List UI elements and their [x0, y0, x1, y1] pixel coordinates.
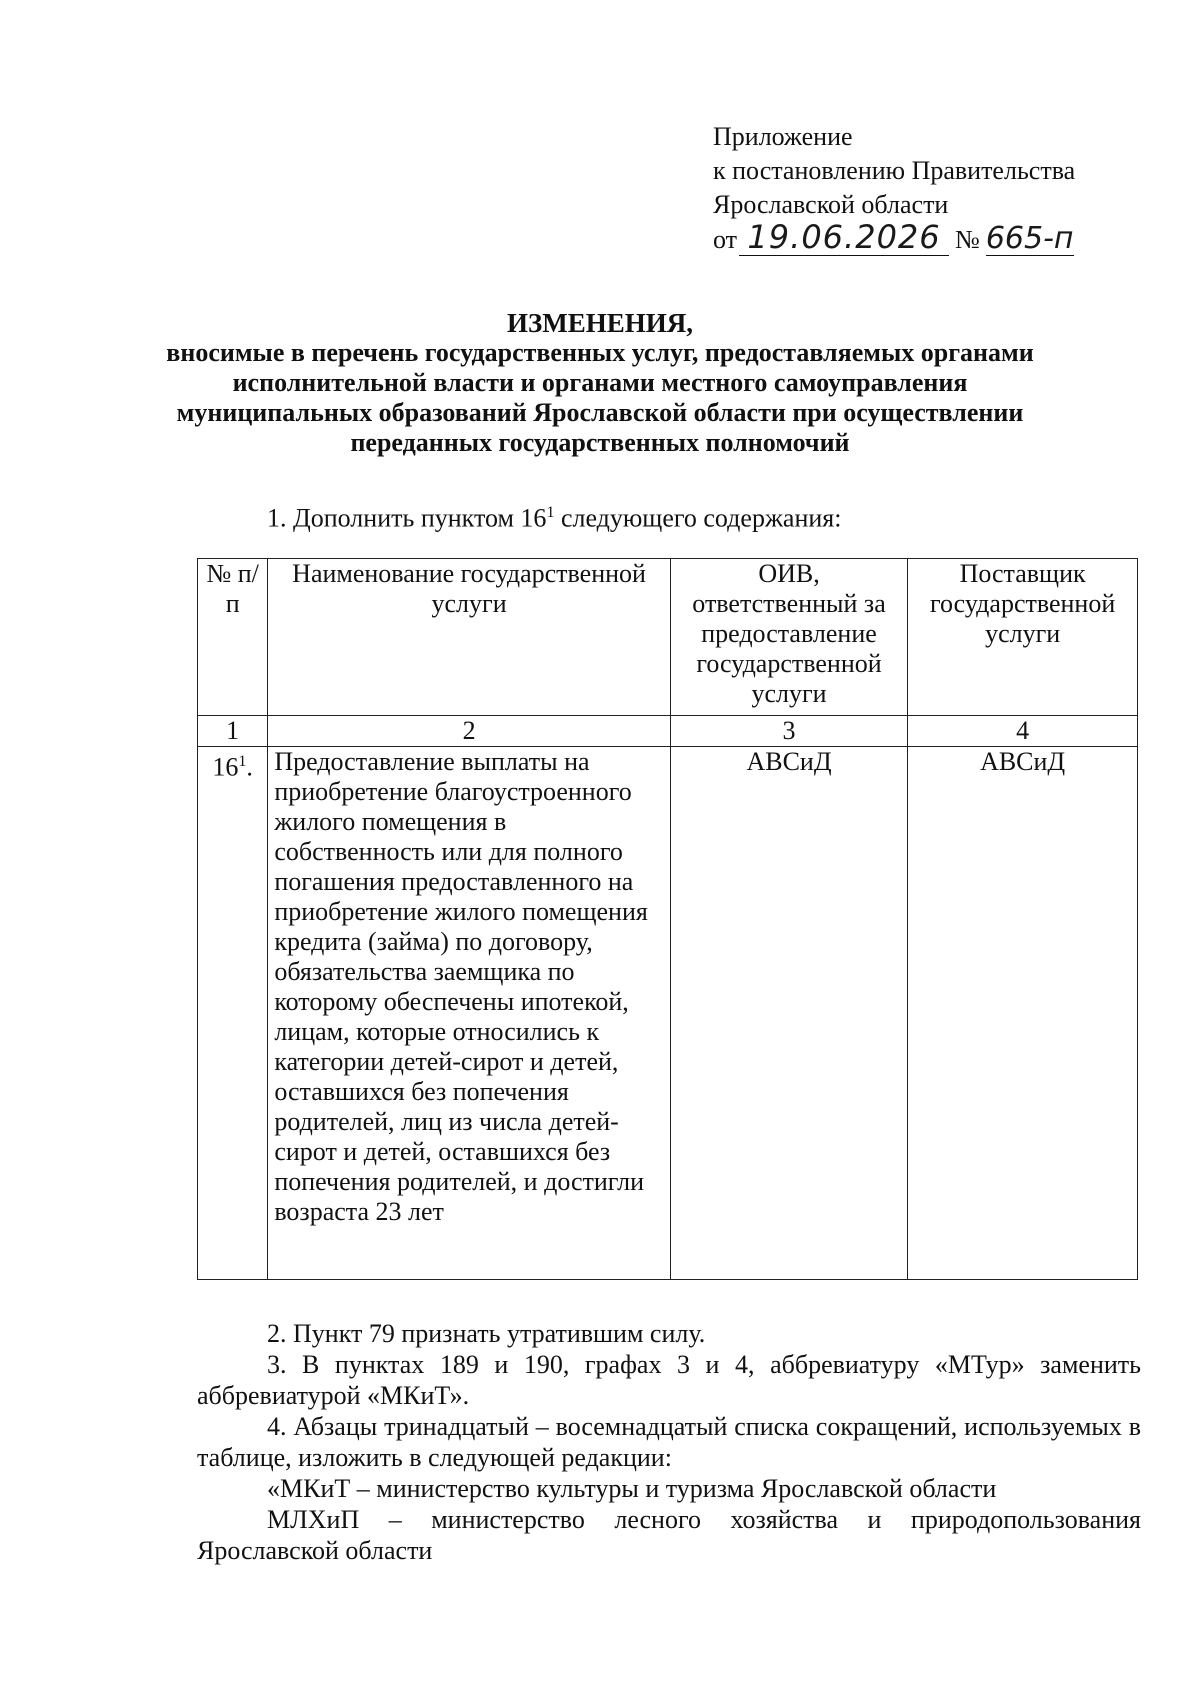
row-number-value: 16 [212, 752, 239, 782]
paragraph-1 [267, 497, 1147, 534]
column-number-1: 1 [198, 716, 268, 747]
paragraph-5: «МКиТ – министерство культуры и туризма Ярославской области [267, 1474, 997, 1503]
title-main: ИЗМЕНЕНИЯ, [506, 308, 693, 338]
table-column-numbers-row [198, 716, 1138, 747]
row-provider: АВСиД [908, 747, 1138, 1280]
paragraph-3: 3. В пунктах 189 и 190, графах 3 и 4, аббревиатуру «МТур» заменить аббревиатурой «МКиТ». [197, 1350, 1141, 1410]
row-number-tail: . [246, 752, 253, 782]
date-field [739, 218, 949, 256]
row-number-superscript: 1 [238, 753, 247, 770]
handwritten-number: 665-п [985, 221, 1074, 256]
row-oiv: АВСиД [670, 747, 907, 1280]
date-prefix: от [713, 225, 738, 254]
title-subtitle: вносимые в перечень государственных услуг, предоставляемых органами исполнительной власти и органами местного самоуправления муниципальных образований Ярославской области при осуществлении переданных государственных полномочий [166, 338, 1034, 457]
row-number [198, 747, 268, 1280]
appendix-label: Приложение [713, 122, 853, 151]
paragraph-4: 4. Абзацы тринадцатый – восемнадцатый списка сокращений, используемых в таблице, изложить в следующей редакции: [197, 1412, 1141, 1472]
column-number-3: 3 [670, 716, 907, 747]
appendix-region: Ярославской области [713, 190, 949, 219]
number-prefix: № [955, 225, 980, 254]
header-service-name: Наименование государственной услуги [268, 559, 670, 716]
appendix-resolution-ref: к постановлению Правительства [713, 156, 1076, 185]
appendix-date-number-line [713, 218, 1075, 257]
header-provider: Поставщик государственной услуги [908, 559, 1138, 716]
column-number-4: 4 [908, 716, 1138, 747]
number-field [985, 221, 1074, 256]
table-row [198, 747, 1138, 1280]
handwritten-date: 19.06.2026 [747, 218, 941, 256]
paragraph-2: 2. Пункт 79 признать утратившим силу. [267, 1319, 706, 1348]
appendix-header [713, 120, 1075, 257]
document-title [0, 308, 1200, 458]
header-oiv: ОИВ, ответственный за предоставление государственной услуги [670, 559, 907, 716]
paragraph-6: МЛХиП – министерство лесного хозяйства и природопользования Ярославской области [197, 1505, 1141, 1565]
paragraph-1-text: 1. Дополнить пунктом 16 [267, 503, 547, 533]
row-service-name: Предоставление выплаты на приобретение благоустроенного жилого помещения в собственность или для полного погашения предоставленного на приобретение жилого помещения кредита (займа) по договору, обязательства заемщика по которому обеспечены ипотекой, лицам, которые относились к категории детей-сирот и детей, оставшихся без попечения родителей, лиц из числа детей-сирот и детей, оставшихся без попечения родителей, и достигли возраста 23 лет [268, 747, 670, 1280]
table-header-row [198, 559, 1138, 716]
services-table [197, 558, 1138, 1280]
column-number-2: 2 [268, 716, 670, 747]
header-number: № п/п [198, 559, 268, 716]
paragraph-1-tail: следующего содержания: [554, 503, 842, 533]
paragraph-1-superscript: 1 [546, 504, 555, 521]
